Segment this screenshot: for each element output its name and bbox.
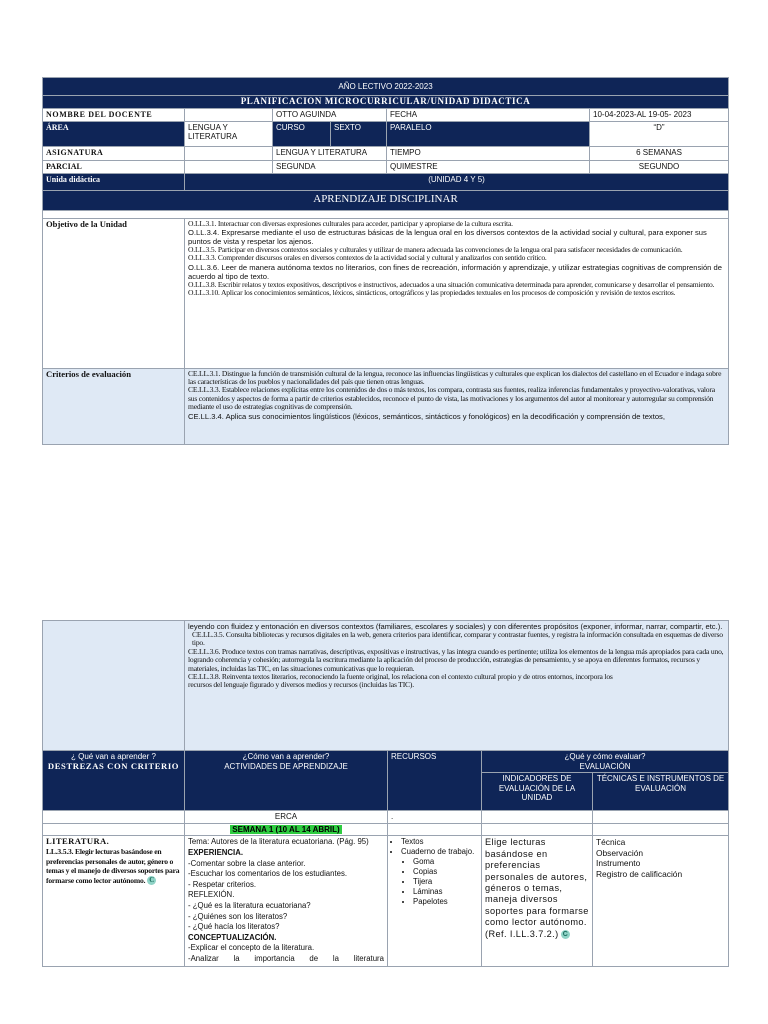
destreza-title: LITERATURA. (46, 836, 110, 847)
criterio-line: recursos del lenguaje figurado y diversos medios y recursos (incluidas las TIC). (188, 680, 414, 690)
recurso-item: • Tijera (413, 877, 478, 887)
fecha-value: 10-04-2023-AL 19-05- 2023 (590, 109, 729, 122)
col-tecnicas-header: TÉCNICAS E INSTRUMENTOS DE EVALUACIÓN (593, 773, 729, 811)
curso-value: SEXTO (331, 121, 387, 146)
recurso-item: • Cuaderno de trabajo. (401, 847, 478, 857)
planning-header-table (42, 77, 729, 445)
col-indicadores-header: INDICADORES DE EVALUACIÓN DE LA UNIDAD (482, 773, 593, 811)
area-value: LENGUA Y LITERATURA (185, 121, 273, 146)
curso-label: CURSO (273, 121, 331, 146)
col-actividades-q: ¿Cómo van a aprender? (242, 752, 330, 761)
objetivo-line: O.LL.3.3. Comprender discursos orales en diversos contextos de la actividad social y cultural y analizarlos con sentido crítico. (188, 253, 547, 263)
actividad-line: - ¿Qué hacía los literatos? (188, 922, 280, 932)
dot-mark: . (388, 811, 482, 824)
objetivo-line: O.LL.3.4. Expresarse mediante el uso de estructuras básicas de la lengua oral en los diversos contextos de la actividad social y cultural, para exponer sus puntos de vista y respetar los ajenos. (188, 228, 707, 246)
col-destrezas-header (43, 751, 185, 811)
tiempo-label: TIEMPO (387, 146, 590, 160)
tecnica-line: Observación (596, 847, 644, 858)
criterio-line: CE.LL.3.4. Aplica sus conocimientos lingüísticos (léxicos, semánticos, sintácticos y fonológicos) en la decodificación y comprensión de textos, (188, 411, 665, 421)
planning-page-1 (42, 77, 728, 445)
actividad-line: Tema: Autores de la literatura ecuatoriana. (Pág. 95) (188, 837, 369, 847)
objetivo-line: O.LL.3.5. Participar en diversos contextos sociales y culturales y utilizar de manera adecuada las convenciones de la lengua oral para satisfacer necesidades de comunicación. (188, 245, 683, 254)
destreza-cell (43, 836, 185, 966)
actividad-line: - ¿Quiénes son los literatos? (188, 911, 288, 921)
objetivo-label: Objetivo de la Unidad (43, 218, 185, 368)
actividad-line: - Respetar criterios. (188, 879, 257, 889)
asignatura-label: ASIGNATURA (43, 146, 185, 160)
criterios-content (185, 368, 729, 444)
criterio-line: CE.LL.3.6. Produce textos con tramas narrativas, descriptivas, expositivas e instructivas, y las integra cuando es pertinente; utiliza los elementos de la lengua más apropiados para cada uno, logrando coherencia y cohesión; autorregula la escritura mediante la aplicación del proceso de producción, estrategias de pensamiento, y se apoya en diferentes formatos, recursos y materiales, incluidas las TIC, en las situaciones comunicativas que lo requieran. (188, 646, 724, 673)
aprendizaje-heading: APRENDIZAJE DISCIPLINAR (43, 190, 729, 210)
recursos-sublist (391, 857, 478, 907)
actividades-cell (185, 836, 388, 966)
actividad-line: -Explicar el concepto de la literatura. (188, 943, 315, 953)
quimestre-value: SEGUNDO (590, 160, 729, 173)
docente-value: OTTO AGUINDA (273, 109, 387, 122)
recurso-item: • Goma (413, 857, 478, 867)
criterios-continued (185, 621, 729, 751)
recurso-item: • Láminas (413, 887, 478, 897)
actividad-line: -Comentar sobre la clase anterior. (188, 858, 306, 868)
paralelo-value: “D” (590, 121, 729, 146)
col-evaluacion-q: ¿Qué y cómo evaluar? (564, 752, 646, 761)
asignatura-value: LENGUA Y LITERATURA (273, 146, 387, 160)
tecnica-line: Registro de calificación (596, 868, 683, 879)
criterio-line: CE.LL.3.3. Establece relaciones explícitas entre los contenidos de dos o más textos, los compara, contrasta sus fuentes, realiza inferencias fundamentales y proyectivo-valorativas, valora sus contenidos y aspectos de forma a partir de criterios establecidos, reconoce el punto de vista, las motivaciones y los argumentos del autor al monitorear y autorregular su comprensión mediante el uso de estrategias cognitivas de comprensión. (188, 385, 715, 412)
paralelo-label: PARALELO (387, 121, 590, 146)
activities-table (42, 620, 729, 967)
col-recursos-header: RECURSOS (388, 751, 482, 811)
fecha-label: FECHA (387, 109, 590, 122)
criterios-label: Criterios de evaluación (43, 368, 185, 444)
unidad-label: Unida didáctica (43, 173, 185, 190)
objetivo-line: O.LL.3.1. Interactuar con diversas expresiones culturales para acceder, participar y apropiarse de la cultura escrita. (188, 218, 513, 228)
tiempo-value: 6 SEMANAS (590, 146, 729, 160)
recurso-item: • Copias (413, 867, 478, 877)
criterio-line: CE.LL.3.1. Distingue la función de transmisión cultural de la lengua, reconoce las influencias lingüísticas y culturales que explican los dialectos del castellano en el Ecuador e indaga sobre las características de los pueblos y nacionalidades del país que tienen otras lenguas. (188, 368, 722, 386)
col-actividades-header (185, 751, 388, 811)
col-actividades-title: ACTIVIDADES DE APRENDIZAJE (224, 761, 348, 771)
recursos-cell (388, 836, 482, 966)
actividad-line: CONCEPTUALIZACIÓN. (188, 932, 277, 942)
plan-title: PLANIFICACION MICROCURRICULAR/UNIDAD DIDACTICA (43, 96, 729, 109)
objetivo-content (185, 218, 729, 368)
criterio-line: leyendo con fluidez y entonación en diversos contextos (familiares, escolares y sociales) y con diferentes propósitos (exponer, informar, narrar, compartir, etc.). (188, 622, 723, 631)
area-label: ÁREA (43, 121, 185, 146)
unidad-value: (UNIDAD 4 Y 5) (185, 173, 729, 190)
actividad-line: -Escuchar los comentarios de los estudiantes. (188, 869, 348, 879)
objetivo-line: O.LL.3.8. Escribir relatos y textos expositivos, descriptivos e instructivos, adecuados a una situación comunicativa determinada para aprender, comunicarse y desarrollar el pensamiento. (188, 279, 715, 289)
actividad-line: - ¿Qué es la literatura ecuatoriana? (188, 900, 311, 910)
docente-label: NOMBRE DEL DOCENTE (43, 109, 185, 122)
tecnica-line: Técnica (596, 837, 626, 848)
col-evaluacion-header (482, 751, 729, 773)
recurso-item: • Textos (401, 837, 478, 847)
col-destrezas-q: ¿ Qué van a aprender ? (71, 752, 156, 761)
recursos-list (391, 837, 478, 857)
tecnica-line: Instrumento (596, 858, 641, 869)
comment-badge-icon[interactable]: C (149, 876, 155, 885)
col-destrezas-title: DESTREZAS CON CRITERIO (47, 760, 180, 771)
school-year: AÑO LECTIVO 2022-2023 (43, 78, 729, 96)
erca-label: ERCA (185, 811, 388, 824)
parcial-label: PARCIAL (43, 160, 185, 173)
objetivo-line: O.LL.3.10. Aplicar los conocimientos semánticos, léxicos, sintácticos, ortográficos y las propiedades textuales en los procesos de composición y revisión de textos escritos. (188, 288, 676, 298)
semana-badge: SEMANA 1 (10 AL 14 ABRIL) (232, 824, 340, 834)
indicador-text: Elige lecturas basándose en preferencias personales de autores, géneros o temas, maneja diversos soportes para formarse como lector autónomo. (Ref. I.LL.3.7.2.) (485, 837, 589, 939)
actividad-line: EXPERIENCIA. (188, 847, 244, 857)
criterio-line: CE.LL.3.8. Reinventa textos literarios, reconociendo la fuente original, los relaciona con el contexto cultural propio y de otros entornos, incorpora los (188, 672, 613, 682)
actividad-line: -Analizar la importancia de la literatura (188, 953, 384, 963)
recurso-item: • Papelotes (413, 897, 478, 907)
parcial-value: SEGUNDA (273, 160, 387, 173)
tecnicas-cell (593, 836, 729, 966)
actividad-line: REFLEXIÓN. (188, 890, 235, 900)
indicador-cell (482, 836, 593, 966)
objetivo-line: O.LL.3.6. Leer de manera autónoma textos no literarios, con fines de recreación, información y aprendizaje, y utilizar estrategias cognitivas de comprensión de acuerdo al tipo de texto. (188, 262, 722, 281)
criterio-line: CE.LL.3.5. Consulta bibliotecas y recursos digitales en la web, genera criterios para identificar, comparar y contrastar fuentes, y registra la información consultada en esquemas de diverso tipo. (192, 630, 723, 648)
planning-page-2 (42, 620, 728, 967)
quimestre-label: QUIMESTRE (387, 160, 590, 173)
col-evaluacion-title: EVALUACIÓN (579, 761, 631, 771)
destreza-text: LL.3.5.3. Elegir lecturas basándose en preferencias personales de autor, género o temas y el manejo de diversos soportes para formarse como lector autónomo. (46, 846, 180, 885)
comment-badge-icon[interactable]: C (562, 931, 568, 939)
